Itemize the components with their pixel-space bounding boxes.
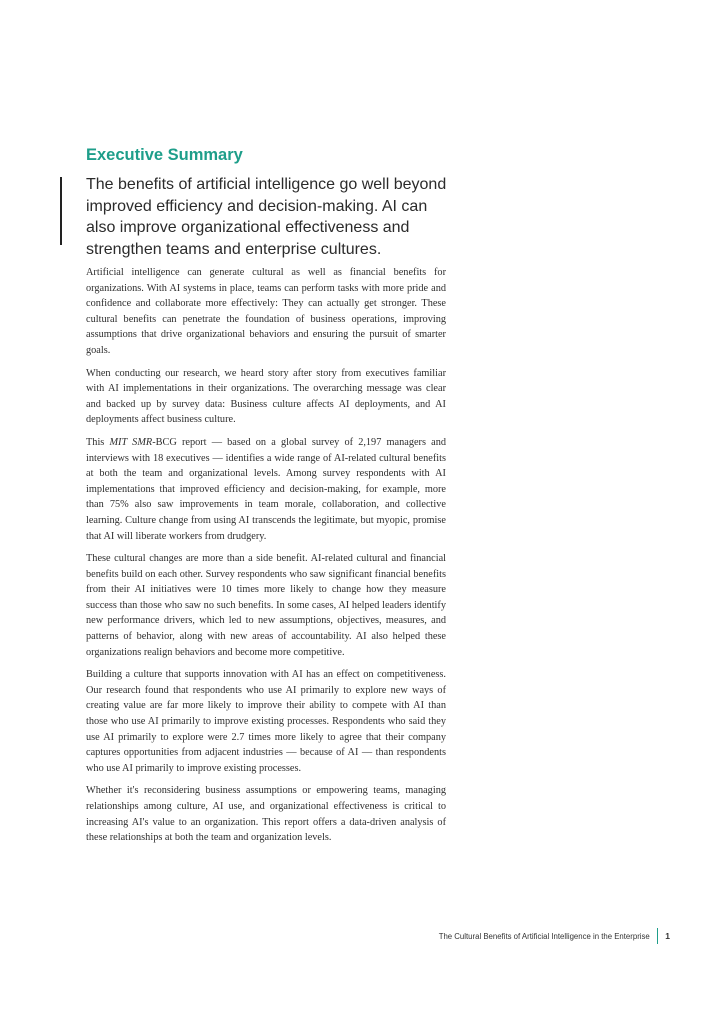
footer-divider [657, 928, 659, 944]
pull-quote: The benefits of artificial intelligence go well beyond improved efficiency and decision-making. AI can also improve organizational effectiveness and strengthen teams and enterprise cultures. [86, 176, 447, 258]
page-number: 1 [665, 931, 670, 941]
footer-report-title: The Cultural Benefits of Artificial Intelligence in the Enterprise [438, 931, 650, 941]
paragraph-3 [86, 435, 446, 544]
paragraph-2: When conducting our research, we heard story after story from executives familiar with AI implementations in their organizations. The overarching message was clear and backed up by survey data: Business culture affects AI deployments, and AI deployments affect business culture. [86, 367, 446, 426]
page-footer [439, 928, 670, 944]
paragraph-6: Whether it's reconsidering business assumptions or empowering teams, managing relationships among culture, AI use, and organizational effectiveness is critical to increasing AI's value to an organization. This report offers a data-driven analysis of these relationships at both the team and organization levels. [86, 785, 446, 844]
paragraph-3-rest: -BCG report — based on a global survey of 2,197 managers and interviews with 18 executives — identifies a wide range of AI-related cultural benefits at both the team and organizational levels. Among survey respondents with AI implementations that improved efficiency and decision-making, for example, more than 75% also saw improvements in team morale, collaboration, and collective learning. Culture change from using AI transcends the legitimate, but myopic, promise that AI will liberate workers from drudgery. [86, 436, 446, 542]
section-heading: Executive Summary [86, 146, 243, 164]
paragraph-4: These cultural changes are more than a side benefit. AI-related cultural and financial benefits build on each other. Survey respondents who saw significant financial benefits from their AI initiatives were 10 times more likely to change how they measure success than those who saw no such benefits. In some cases, AI helped leaders identify new performance drivers, which led to new assumptions, objectives, measures, and patterns of behavior, along with new areas of accountability. AI also helped these organizations realign behaviors and become more competitive. [86, 553, 446, 658]
paragraph-1: Artificial intelligence can generate cultural as well as financial benefits for organizations. With AI systems in place, teams can perform tasks with more pride and confidence and collaborate more effectively: They can actually get stronger. These cultural benefits can penetrate the foundation of business operations, improving assumptions that drive organizational behaviors and ensuring the pursuit of smarter goals. [86, 267, 446, 356]
pull-quote-bar [60, 177, 62, 245]
body-text [86, 265, 446, 853]
publication-name: MIT SMR [109, 436, 153, 448]
paragraph-3-prefix: This [86, 436, 110, 448]
paragraph-5: Building a culture that supports innovation with AI has an effect on competitiveness. Our research found that respondents who use AI primarily to explore new ways of creating value are far more likely to improve their ability to compete with AI than those who use AI primarily to improve existing processes. Respondents who said they use AI primarily to explore were 2.7 times more likely to agree that their company captures opportunities from adjacent industries — because of AI — than respondents who use AI primarily to improve existing processes. [86, 669, 446, 774]
